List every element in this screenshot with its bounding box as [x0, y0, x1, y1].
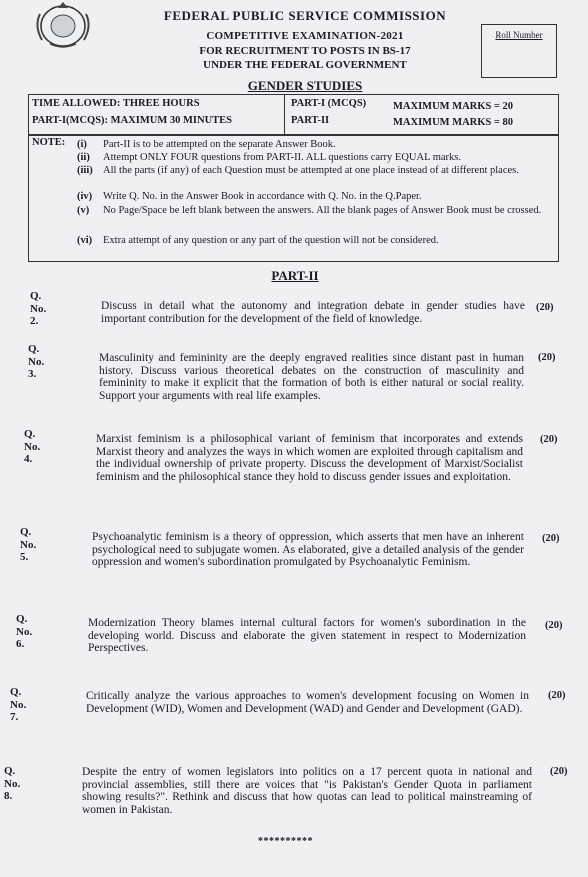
question-label: Q. No. 2.	[30, 290, 47, 327]
question-text: Marxist feminism is a philosophical variant of feminism that incorporates and extends Marxist theory and analyzes the ways in which women are exploited through capitalism and the individual ownership of private property. Discuss the development of Marxist/Socialist feminism and the philosophical stance they hold to discuss gender issues and exploitation.	[96, 433, 523, 483]
note-number: (iii)	[77, 165, 93, 176]
question-text: Critically analyze the various approaches to women's development focusing on Women in Development (WID), Women and Development (WAD) and Gender and Development (GAD).	[86, 690, 529, 715]
exam-title: COMPETITIVE EXAMINATION-2021	[206, 30, 404, 42]
note-item	[77, 139, 554, 150]
question-text: Psychoanalytic feminism is a theory of oppression, which asserts that men have an inherent psychological need to subjugate women. As elaborated, give a detailed analysis of the gender oppression and women's subordination promulgated by Psychoanalytic Feminism.	[92, 531, 524, 568]
max-marks-part2: MAXIMUM MARKS = 80	[393, 117, 514, 128]
question-marks: (20)	[542, 533, 560, 544]
mcq-time: PART-I(MCQS): MAXIMUM 30 MINUTES	[32, 115, 232, 126]
question-text: Modernization Theory blames internal cultural factors for women's subordination in the developing world. Discuss and elaborate the given statement in respect to Modernization Perspectives.	[88, 617, 526, 654]
note-item	[77, 191, 554, 202]
note-item	[77, 152, 554, 163]
question-label: Q. No. 6.	[16, 613, 33, 650]
part-title: PART-II	[271, 268, 319, 283]
note-number: (i)	[77, 139, 87, 150]
roll-number-box[interactable]	[481, 24, 557, 78]
question-marks: (20)	[536, 302, 554, 313]
recruitment-line: FOR RECRUITMENT TO POSTS IN BS-17	[199, 45, 411, 57]
commission-title: FEDERAL PUBLIC SERVICE COMMISSION	[163, 8, 447, 23]
question-label: Q. No. 8.	[4, 765, 21, 802]
question-marks: (20)	[540, 434, 558, 445]
note-text: Extra attempt of any question or any part of the question will not be considered.	[103, 235, 439, 246]
question-text: Discuss in detail what the autonomy and integration debate in gender studies have important contribution for the development of the field of knowledge.	[101, 300, 525, 325]
note-text: No Page/Space be left blank between the answers. All the blank pages of Answer Book must be crossed.	[103, 205, 542, 216]
government-line: UNDER THE FEDERAL GOVERNMENT	[203, 59, 407, 71]
note-text: All the parts (if any) of each Question must be attempted at one place instead of at different places.	[103, 165, 519, 176]
time-allowed: TIME ALLOWED: THREE HOURS	[32, 98, 200, 109]
note-text: Write Q. No. in the Answer Book in accordance with Q. No. in the Q.Paper.	[103, 191, 422, 202]
question-marks: (20)	[538, 352, 556, 363]
question-marks: (20)	[548, 690, 566, 701]
note-text: Attempt ONLY FOUR questions from PART-II. ALL questions carry EQUAL marks.	[103, 152, 462, 163]
note-item	[77, 235, 554, 246]
government-emblem-icon	[30, 0, 96, 50]
note-number: (ii)	[77, 152, 90, 163]
question-text: Masculinity and femininity are the deeply engraved realities since distant past in human history. Discuss various theoretical debates on the construction of masculinity and femininity to make it explicit that the formation of both is either natural or social reality. Support your arguments with real life examples.	[99, 352, 524, 402]
question-label: Q. No. 3.	[28, 343, 45, 380]
roll-number-label: Roll Number	[495, 30, 543, 40]
question-marks: (20)	[550, 766, 568, 777]
question-label: Q. No. 4.	[24, 428, 41, 465]
question-marks: (20)	[545, 620, 563, 631]
note-item	[77, 205, 554, 216]
subject-title: GENDER STUDIES	[247, 78, 363, 93]
notes-box	[28, 134, 559, 262]
note-item	[77, 165, 554, 176]
question-label: Q. No. 5.	[20, 526, 37, 563]
question-text: Despite the entry of women legislators into politics on a 17 percent quota in national and provincial assemblies, still there are voices that "is Pakistan's Gender Quota in parliament showing results?". Rethink and discuss that how quotas can lead to political mainstreaming of women in Pakistan.	[82, 766, 532, 816]
note-number: (vi)	[77, 235, 93, 246]
note-number: (v)	[77, 205, 90, 216]
max-marks-part1: MAXIMUM MARKS = 20	[393, 101, 514, 112]
note-text: Part-II is to be attempted on the separate Answer Book.	[103, 139, 336, 150]
exam-info-box	[28, 94, 559, 136]
info-divider	[284, 95, 285, 135]
note-label: NOTE:	[32, 137, 66, 148]
question-label: Q. No. 7.	[10, 686, 27, 723]
end-of-paper-mark: **********	[258, 836, 313, 847]
note-number: (iv)	[77, 191, 93, 202]
part1-label: PART-I (MCQS)	[291, 98, 367, 109]
part2-label: PART-II	[291, 115, 330, 126]
